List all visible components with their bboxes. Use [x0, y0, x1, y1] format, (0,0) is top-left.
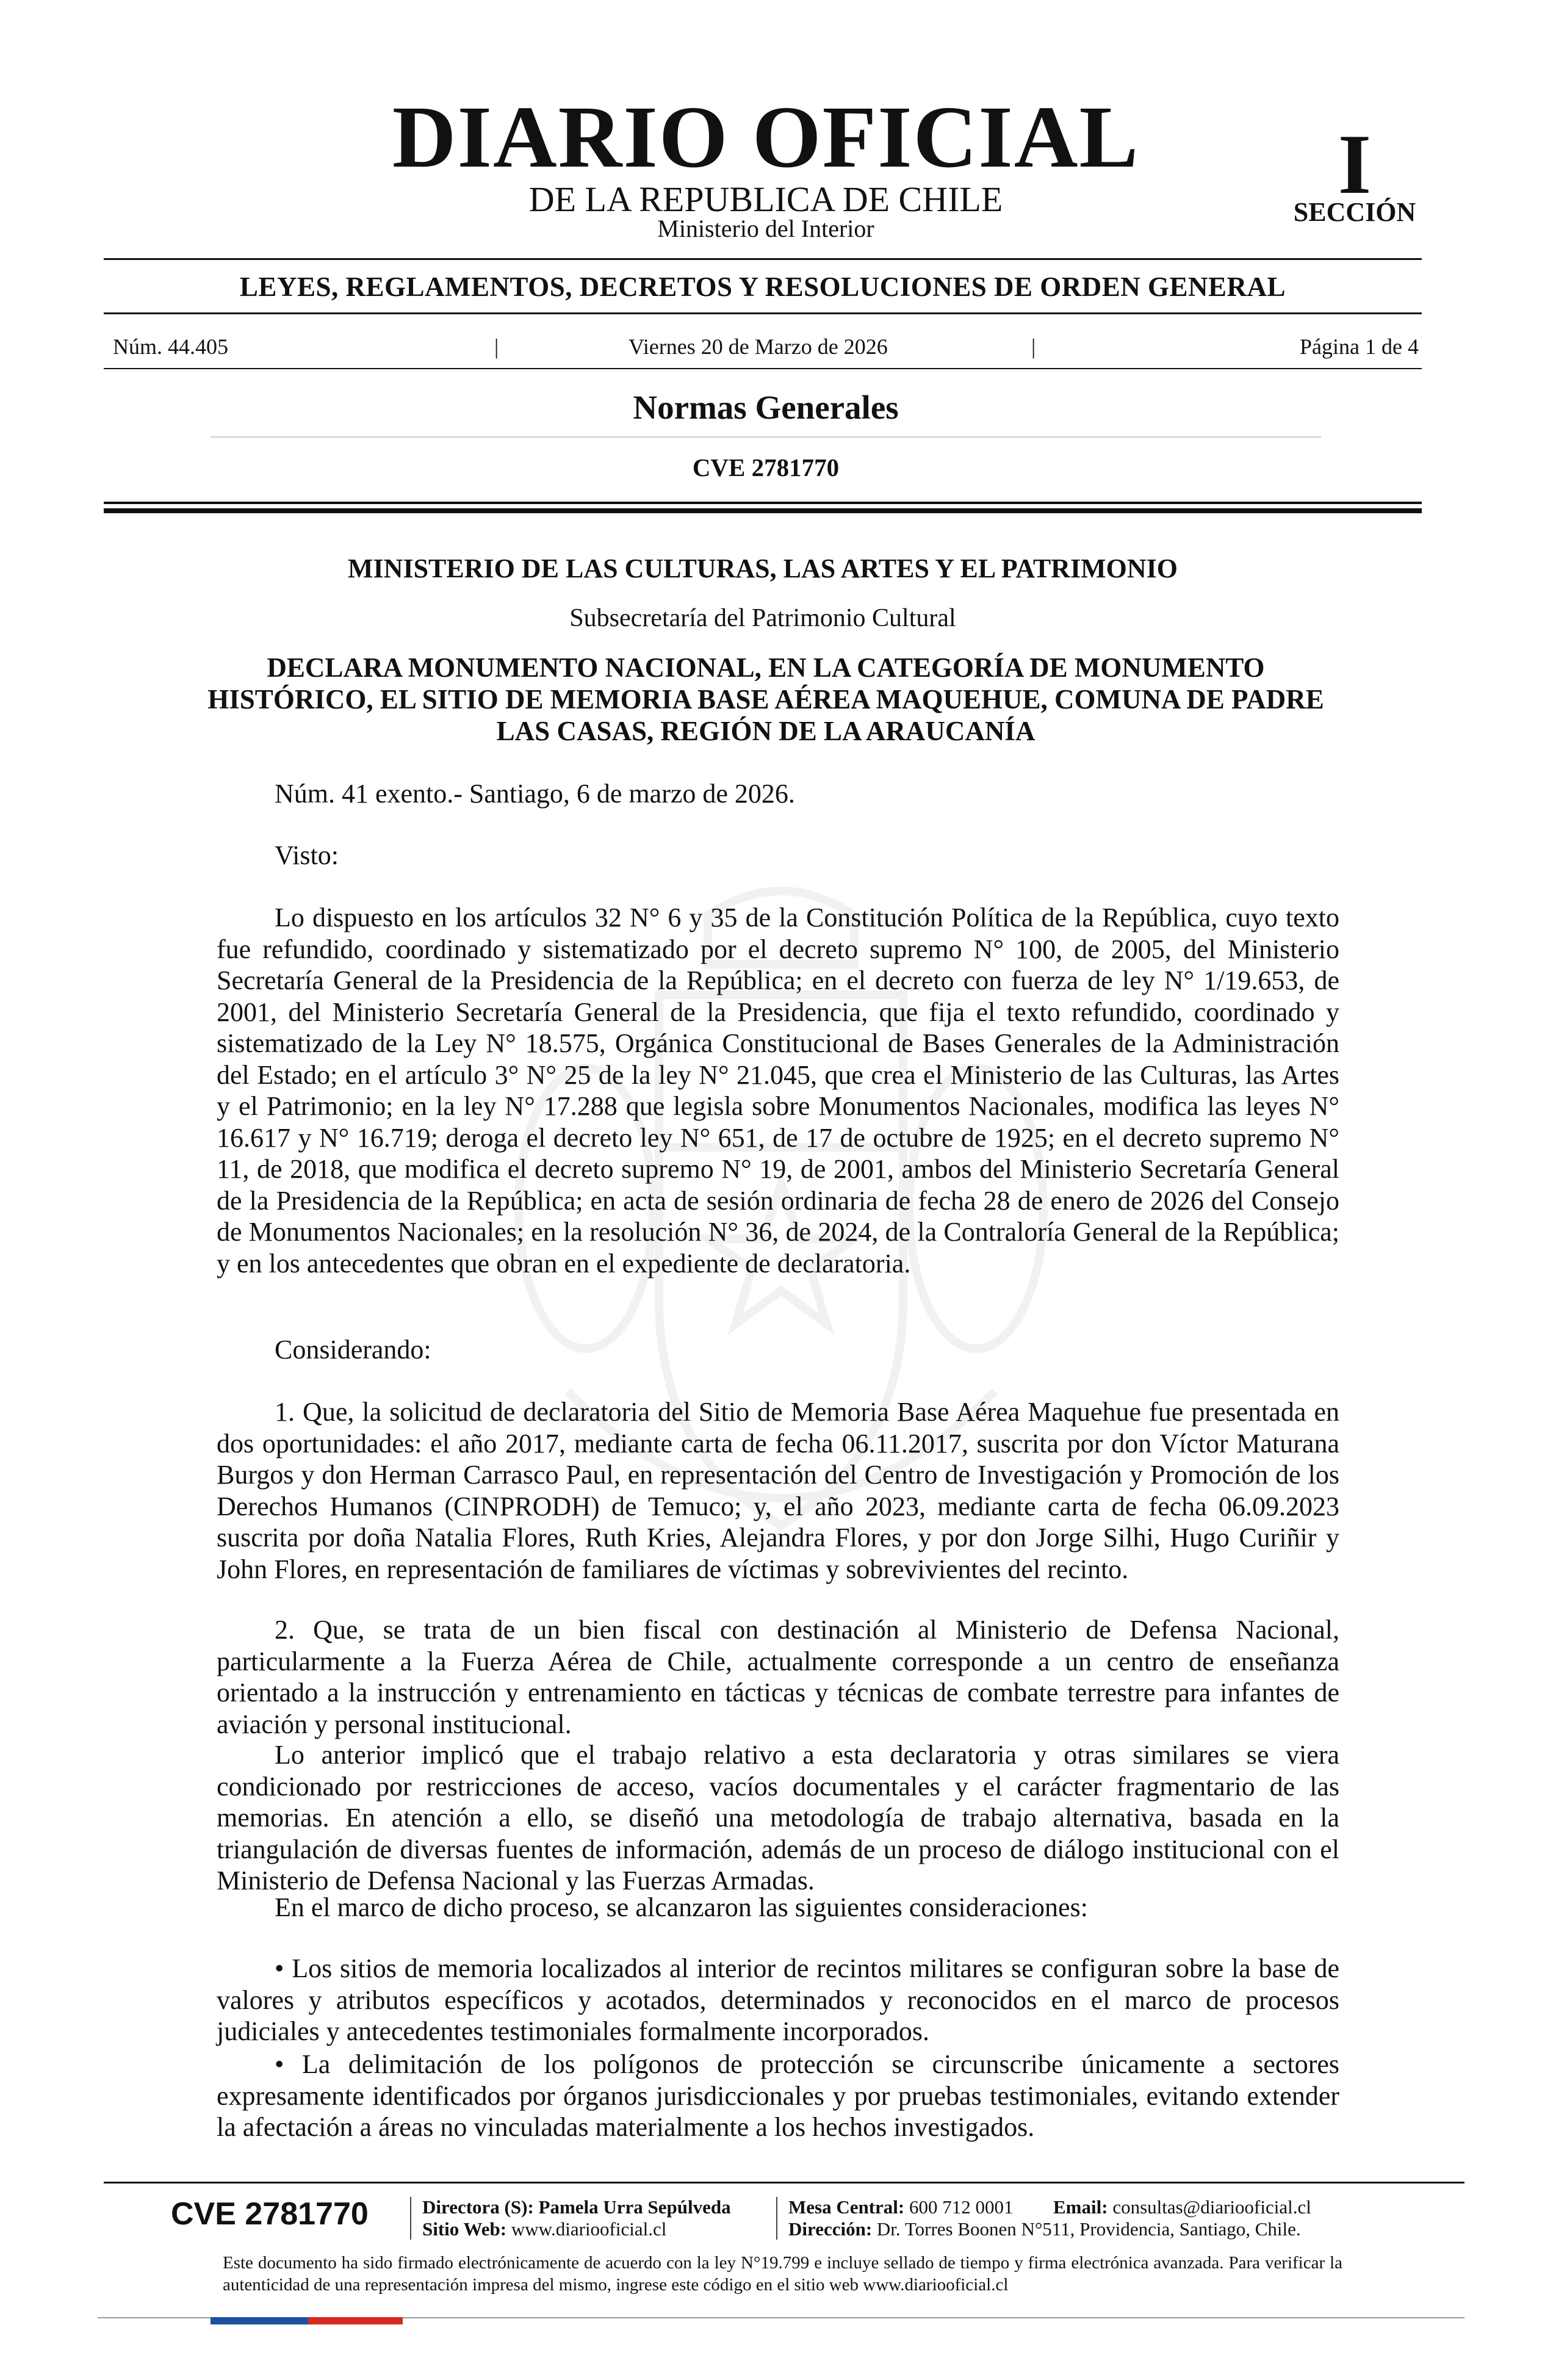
footer-website: [422, 2218, 666, 2241]
considerando-label: Considerando:: [275, 1335, 431, 1365]
footer-separator: [776, 2197, 777, 2240]
newspaper-title: DIARIO OFICIAL: [392, 88, 1140, 186]
category-title: Normas Generales: [633, 389, 899, 426]
decree-number-line: Núm. 41 exento.- Santiago, 6 de marzo de 2026.: [275, 779, 795, 809]
email-label: Email:: [1053, 2196, 1108, 2218]
considerando-paragraph-4: En el marco de dicho proceso, se alcanzaron las siguientes consideraciones:: [275, 1892, 1088, 1922]
heading-divider: [104, 312, 1422, 314]
info-divider: [104, 368, 1422, 369]
bullet-item: • Los sitios de memoria localizados al interior de recintos militares se configuran sobre la base de valores y atributos específicos y acotados, determinados y reconocidos en el marco de procesos judiciales y antecedentes testimoniales formalmente incorporados.: [217, 1953, 1339, 2046]
newspaper-subtitle: DE LA REPUBLICA DE CHILE: [528, 179, 1003, 219]
category-divider: [211, 436, 1321, 438]
footer-address: [788, 2218, 1301, 2241]
flag-stripe-red: [308, 2317, 403, 2324]
separator: |: [494, 334, 499, 359]
footer-separator: [410, 2197, 411, 2240]
subsecretariat: Subsecretaría del Patrimonio Cultural: [569, 604, 956, 632]
address-label: Dirección:: [788, 2218, 873, 2240]
considerando-paragraph-2: 2. Que, se trata de un bien fiscal con destinación al Ministerio de Defensa Nacional, particularmente a la Fuerza Aérea de Chile, actualmente corresponde a un centro de enseñanza orientado a la instrucción y entrenamiento en tácticas y técnicas de combate terrestre para infantes de aviación y personal institucional.: [217, 1615, 1339, 1739]
flag-stripe-blue: [211, 2317, 308, 2324]
cve-code: CVE 2781770: [692, 453, 840, 481]
website-link[interactable]: www.diariooficial.cl: [511, 2218, 667, 2240]
separator: |: [1031, 334, 1036, 359]
director-label: Directora (S):: [422, 2196, 534, 2218]
visto-label: Visto:: [275, 840, 339, 870]
issue-date: Viernes 20 de Marzo de 2026: [629, 334, 888, 359]
issuing-ministry: MINISTERIO DE LAS CULTURAS, LAS ARTES Y EL PATRIMONIO: [348, 554, 1178, 583]
considerando-paragraph-3: Lo anterior implicó que el trabajo relativo a esta declaratoria y otras similares se viera condicionado por restricciones de acceso, vacíos documentales y el carácter fragmentario de las memorias. En atención a ello, se diseñó una metodología de trabajo alternativa, basada en la triangulación de diversas fuentes de información, además de un proceso de diálogo institucional con el Ministerio de Defensa Nacional y las Fuerzas Armadas.: [217, 1740, 1339, 1895]
email-link[interactable]: consultas@diariooficial.cl: [1112, 2196, 1311, 2218]
considerando-paragraph-1: 1. Que, la solicitud de declaratoria del Sitio de Memoria Base Aérea Maquehue fue presentada en dos oportunidades: el año 2017, mediante carta de fecha 06.11.2017, suscrita por don Víctor Maturana Burgos y don Herman Carrasco Paul, en representación del Centro de Investigación y Promoción de los Derechos Humanos (CINPRODH) de Temuco; y, el año 2023, mediante carta de fecha 06.09.2023 suscrita por doña Natalia Flores, Ruth Kries, Alejandra Flores, y por don Jorge Silhi, Hugo Curiñir y John Flores, en representación de familiares de víctimas y sobrevivientes del recinto.: [217, 1397, 1339, 1584]
section-number: I: [1338, 117, 1372, 212]
header-double-rule-bottom: [104, 508, 1422, 513]
decree-title: DECLARA MONUMENTO NACIONAL, EN LA CATEGORÍA DE MONUMENTO HISTÓRICO, EL SITIO DE MEMORIA BASE AÉREA MAQUEHUE, COMUNA DE PADRE LAS CASAS, REGIÓN DE LA ARAUCANÍA: [207, 652, 1324, 746]
address-value: Dr. Torres Boonen N°511, Providencia, Santiago, Chile.: [876, 2218, 1301, 2240]
bullet-item: • La delimitación de los polígonos de protección se circunscribe únicamente a sectores expresamente identificados por órganos jurisdiccionales y por pruebas testimoniales, evitando extender la afectación a áreas no vinculadas materialmente a los hechos investigados.: [217, 2049, 1339, 2142]
issue-info-row: [113, 333, 1419, 361]
issue-number: Núm. 44.405: [113, 334, 228, 359]
footer-divider: [104, 2182, 1464, 2183]
footer-director: [422, 2196, 731, 2219]
visto-paragraph: Lo dispuesto en los artículos 32 N° 6 y 35 de la Constitución Política de la República, cuyo texto fue refundido, coordinado y sistematizado por el decreto supremo N° 100, de 2005, del Ministerio Secretaría General de la Presidencia de la República; en el decreto con fuerza de ley N° 1/19.653, de 2001, del Ministerio Secretaría General de la Presidencia, que fija el texto refundido, coordinado y sistematizado de la Ley N° 18.575, Orgánica Constitucional de Bases Generales de la Administración del Estado; en el artículo 3° N° 25 de la ley N° 21.045, que crea el Ministerio de las Culturas, las Artes y el Patrimonio; en la ley N° 17.288 que legisla sobre Monumentos Nacionales, modifica las leyes N° 16.617 y N° 16.719; deroga el decreto ley N° 651, de 17 de octubre de 1925; en el decreto supremo N° 11, de 2018, que modifica el decreto supremo N° 19, de 2001, ambos del Ministerio Secretaría General de la Presidencia de la República; en acta de sesión ordinaria de fecha 28 de enero de 2026 del Consejo de Monumentos Nacionales; en la resolución N° 36, de 2024, de la Contraloría General de la República; y en los antecedentes que obran en el expediente de declaratoria.: [217, 903, 1339, 1278]
phone-value: 600 712 0001: [909, 2196, 1014, 2218]
director-name: Pamela Urra Sepúlveda: [538, 2196, 731, 2218]
phone-label: Mesa Central:: [788, 2196, 905, 2218]
section-heading: LEYES, REGLAMENTOS, DECRETOS Y RESOLUCIONES DE ORDEN GENERAL: [239, 272, 1286, 302]
electronic-signature-note: Este documento ha sido firmado electrónicamente de acuerdo con la ley N°19.799 e incluye sellado de tiempo y firma electrónica avanzada. Para verificar la autenticidad de una representación impresa del mismo, ingrese este código en el sitio web www.diariooficial.cl: [223, 2253, 1342, 2295]
header-double-rule-top: [104, 502, 1422, 504]
website-label: Sitio Web:: [422, 2218, 507, 2240]
section-label: SECCIÓN: [1293, 197, 1416, 227]
masthead-divider: [104, 258, 1422, 260]
footer-cve-code: CVE 2781770: [171, 2196, 369, 2232]
page-indicator: Página 1 de 4: [1300, 334, 1419, 359]
newspaper-ministry: Ministerio del Interior: [657, 215, 874, 242]
footer-contact: [788, 2196, 1311, 2219]
